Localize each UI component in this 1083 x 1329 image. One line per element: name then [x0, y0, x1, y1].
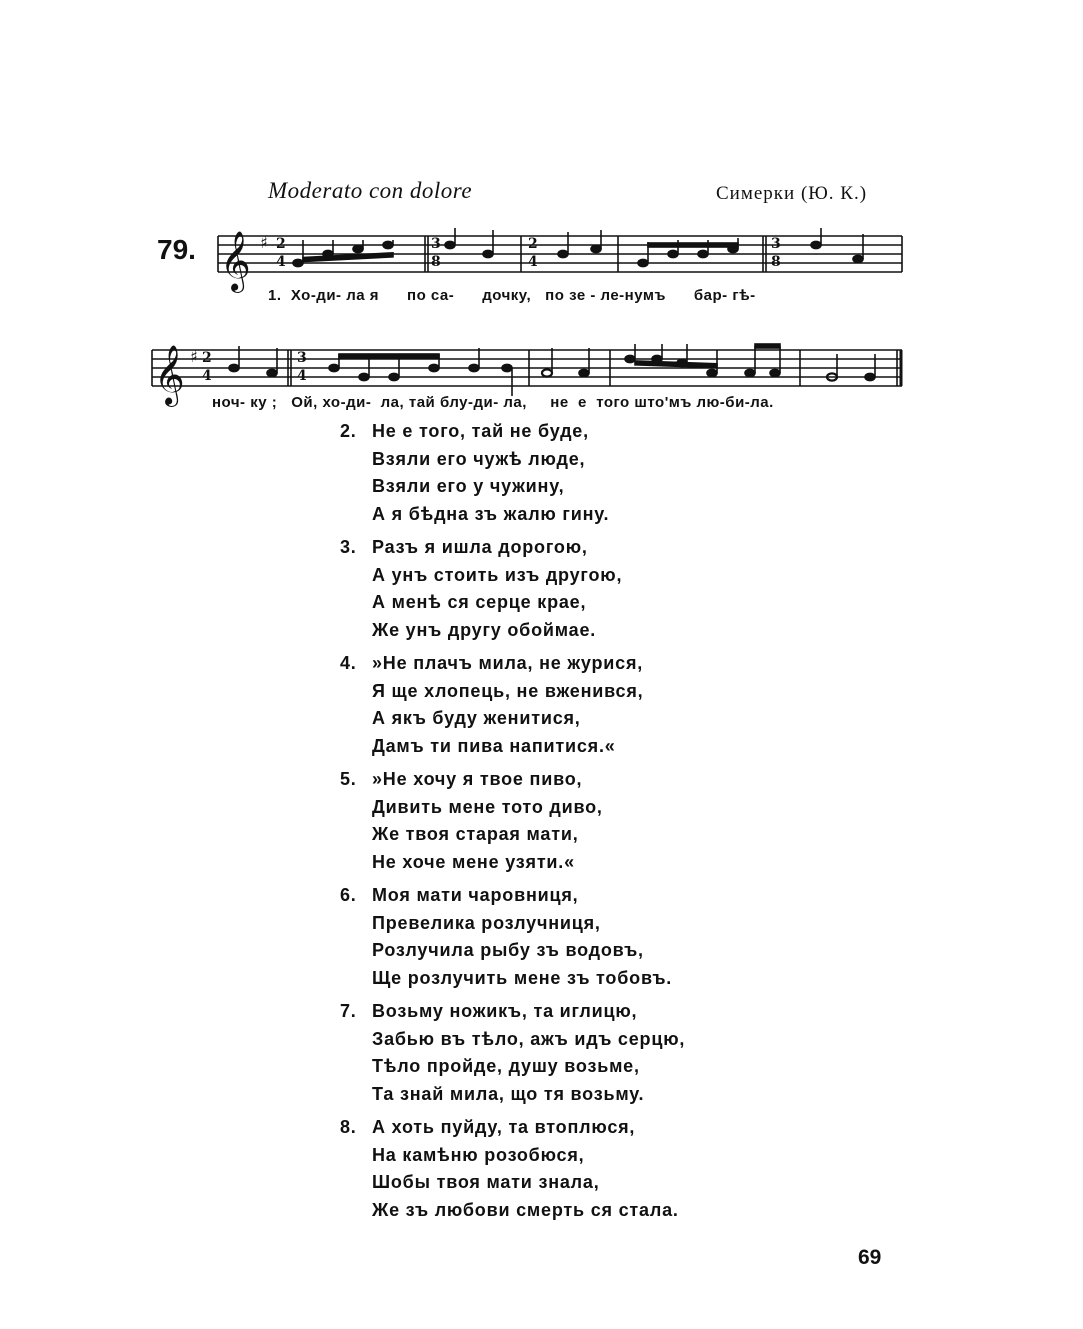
verse-line: Не хоче мене узяти.« — [372, 851, 575, 872]
verse-line: Забью въ тѣло, ажъ идъ серцю, — [372, 1028, 686, 1049]
svg-text:𝄞: 𝄞 — [154, 345, 185, 405]
verse-line: Тѣло пройде, душу возьме, — [372, 1056, 640, 1076]
verse-number: 5. — [340, 769, 357, 789]
lyrics-line-2: ноч- ку ; Ой, хо-ди- ла, тай блу-ди- ла, не е того што'мъ лю-би-ла. — [212, 394, 774, 411]
svg-text:♯: ♯ — [190, 347, 198, 366]
page-number: 69 — [858, 1246, 882, 1269]
verse-line: Дамъ ти пива напитися.« — [372, 735, 616, 756]
svg-text:4: 4 — [202, 368, 212, 384]
verse-number: 3. — [340, 537, 357, 557]
key-signature-sharp-icon — [190, 347, 198, 366]
verse-line: Дивить мене тото диво, — [372, 796, 603, 817]
verse-line: Превелика розлучниця, — [372, 912, 601, 933]
verse-line: Моя мати чаровниця, — [372, 885, 579, 905]
treble-clef-icon — [220, 231, 251, 293]
verse-number: 4. — [340, 653, 357, 673]
verse-number: 8. — [340, 1117, 357, 1137]
verse-line: Не е того, тай не буде, — [372, 421, 589, 441]
key-signature-sharp-icon — [260, 233, 268, 252]
song-number: 79. — [157, 234, 196, 265]
verse-6 — [340, 882, 685, 992]
verse-5 — [340, 766, 685, 876]
verse-3 — [340, 534, 685, 644]
svg-text:2: 2 — [528, 236, 538, 252]
verses — [340, 418, 685, 1230]
verse-line: А я бѣдна зъ жалю гину. — [372, 503, 610, 524]
lyrics-line-1: 1. Хо-ди- ла я по са- дочку, по зе - ле-нумъ бар- гѣ- — [268, 287, 756, 304]
svg-text:♯: ♯ — [260, 233, 268, 252]
tempo-marking: Moderato con dolore — [268, 178, 473, 203]
treble-clef-icon — [154, 345, 185, 407]
svg-text:3: 3 — [771, 236, 781, 252]
svg-text:3: 3 — [431, 236, 441, 252]
svg-text:4: 4 — [297, 368, 307, 384]
verse-line: Я ще хлопець, не вженився, — [372, 680, 644, 701]
svg-text:4: 4 — [528, 254, 538, 270]
verse-line: Взяли его чужѣ люде, — [372, 448, 586, 469]
verse-line: А хоть пуйду, та втоплюся, — [372, 1117, 636, 1137]
svg-text:𝄞: 𝄞 — [220, 231, 251, 291]
svg-text:2: 2 — [202, 350, 212, 366]
verse-line: »Не хочу я твое пиво, — [372, 769, 583, 789]
verse-line: Та знай мила, що тя возьму. — [372, 1083, 645, 1104]
verse-line: Же унъ другу обоймае. — [372, 619, 597, 640]
verse-number: 7. — [340, 1001, 357, 1021]
verse-line: Шобы твоя мати знала, — [372, 1172, 600, 1192]
verse-4 — [340, 650, 685, 760]
verse-line: А унъ стоить изъ другою, — [372, 564, 623, 585]
svg-text:8: 8 — [771, 254, 781, 270]
verse-number: 6. — [340, 885, 357, 905]
verse-line: На камѣню розобюся, — [372, 1144, 585, 1165]
verse-line: Взяли его у чужину, — [372, 476, 565, 496]
verse-line: А якъ буду женитися, — [372, 708, 581, 728]
verse-line: Ще розлучить мене зъ тобовъ. — [372, 967, 673, 988]
verse-line: Же твоя старая мати, — [372, 824, 579, 844]
svg-text:8: 8 — [431, 254, 441, 270]
verse-line: А менѣ ся серце крае, — [372, 592, 587, 612]
svg-text:2: 2 — [276, 236, 286, 252]
verse-line: Розлучила рыбу зъ водовъ, — [372, 940, 644, 960]
verse-7 — [340, 998, 685, 1108]
verse-2 — [340, 418, 685, 528]
music-staff-1 — [218, 226, 908, 291]
verse-line: Же зъ любови смерть ся стала. — [372, 1199, 679, 1220]
verse-8 — [340, 1114, 685, 1224]
verse-line: Разъ я ишла дорогою, — [372, 537, 588, 557]
notes-staff-2 — [229, 344, 875, 396]
song-source: Симерки (Ю. К.) — [716, 183, 868, 204]
verse-number: 2. — [340, 421, 357, 441]
verse-line: Возьму ножикъ, та иглицю, — [372, 1001, 638, 1021]
svg-text:4: 4 — [276, 254, 286, 270]
verse-line: »Не плачъ мила, не журися, — [372, 653, 644, 673]
svg-text:3: 3 — [297, 350, 307, 366]
